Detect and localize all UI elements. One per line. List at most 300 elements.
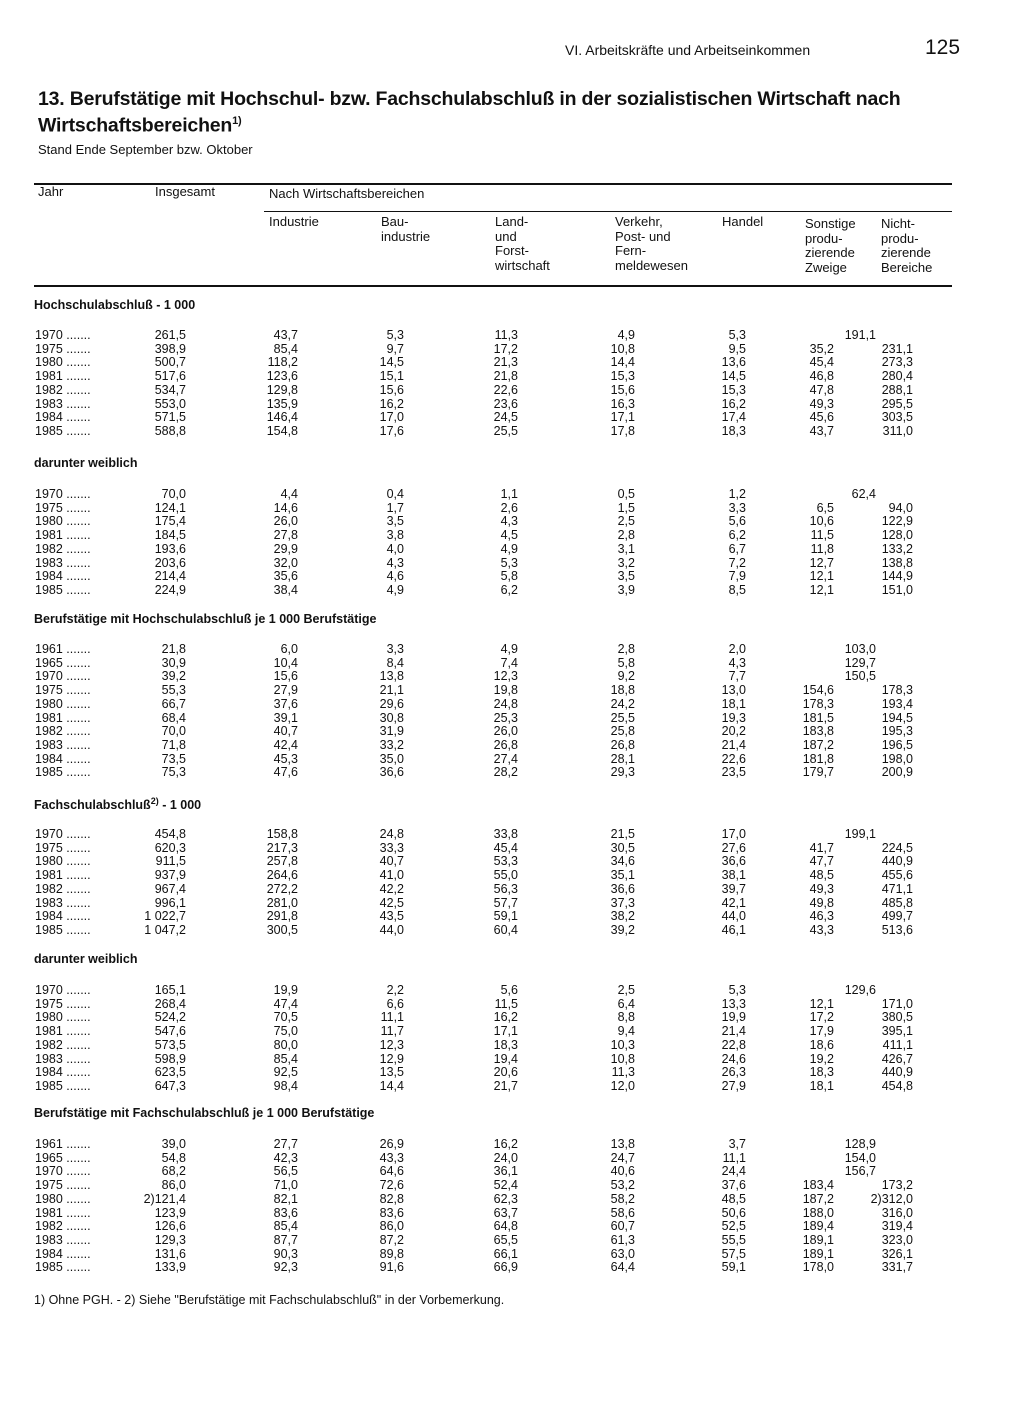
cell-bauindustrie: 3,3 [386, 642, 404, 656]
cell-insgesamt: 165,1 [154, 983, 186, 997]
cell-sonstige: 47,7 [809, 854, 834, 869]
cell-verkehr: 3,9 [617, 582, 635, 597]
cell-land-forst: 27,4 [493, 751, 518, 766]
cell-handel: 15,3 [721, 382, 746, 397]
table-row [0, 1206, 1024, 1220]
cell-year [35, 514, 91, 528]
cell-nichtproduzierende: 133,2 [881, 541, 913, 556]
cell-verkehr: 30,5 [610, 840, 635, 855]
cell-verkehr: 16,3 [610, 396, 635, 411]
cell-verkehr: 53,2 [610, 1178, 635, 1193]
cell-land-forst: 24,0 [493, 1150, 518, 1165]
leader-dots: ....... [66, 751, 91, 766]
table-row [0, 841, 1024, 855]
cell-sonstige: 6,5 [816, 500, 834, 515]
cell-insgesamt: 86,0 [161, 1178, 186, 1193]
cell-insgesamt: 70,0 [161, 724, 186, 739]
cell-bauindustrie: 8,4 [386, 655, 404, 670]
leader-dots: ....... [66, 514, 91, 529]
cell-land-forst: 16,2 [493, 1137, 518, 1151]
cell-handel: 6,2 [728, 528, 746, 543]
cell-land-forst: 60,4 [493, 922, 518, 937]
cell-industrie: 98,4 [273, 1078, 298, 1093]
cell-sonstige: 35,2 [809, 341, 834, 356]
cell-sonstige-und-nichtproduzierende: 103,0 [844, 642, 876, 656]
cell-handel: 18,1 [721, 696, 746, 711]
cell-sonstige: 181,8 [802, 751, 834, 766]
cell-land-forst: 36,1 [493, 1164, 518, 1179]
col-header-bau [381, 215, 430, 244]
cell-sonstige: 47,8 [809, 382, 834, 397]
cell-land-forst: 65,5 [493, 1232, 518, 1247]
cell-verkehr: 24,2 [610, 696, 635, 711]
cell-insgesamt: 647,3 [154, 1078, 186, 1093]
cell-land-forst: 6,2 [500, 582, 518, 597]
leader-dots: ....... [66, 1164, 91, 1179]
cell-handel: 7,2 [728, 555, 746, 570]
cell-industrie: 257,8 [266, 854, 298, 869]
cell-year [35, 854, 91, 868]
cell-nichtproduzierende: 195,3 [881, 724, 913, 739]
col-header-verkehr-line: Fern- [615, 243, 647, 258]
cell-verkehr: 37,3 [610, 895, 635, 910]
table-row [0, 424, 1024, 438]
year-value: 1970 [35, 827, 63, 841]
leader-dots: ....... [66, 724, 91, 739]
cell-land-forst: 16,2 [493, 1010, 518, 1025]
cell-verkehr: 3,1 [617, 541, 635, 556]
cell-year [35, 1233, 91, 1247]
cell-bauindustrie: 13,8 [379, 669, 404, 684]
cell-year [35, 697, 91, 711]
leader-dots: ....... [66, 355, 91, 370]
cell-land-forst: 24,5 [493, 410, 518, 425]
leader-dots: ....... [66, 1246, 91, 1261]
cell-year [35, 1192, 91, 1206]
leader-dots: ....... [66, 328, 91, 342]
leader-dots: ....... [66, 895, 91, 910]
cell-land-forst: 18,3 [493, 1037, 518, 1052]
cell-handel: 17,4 [721, 410, 746, 425]
leader-dots: ....... [66, 1010, 91, 1025]
cell-industrie: 35,6 [273, 569, 298, 584]
cell-insgesamt: 598,9 [154, 1051, 186, 1066]
cell-land-forst: 4,3 [500, 514, 518, 529]
cell-nichtproduzierende: 2)312,0 [870, 1191, 913, 1206]
cell-industrie: 82,1 [273, 1191, 298, 1206]
leader-dots: ....... [66, 582, 91, 597]
table-row [0, 642, 1024, 656]
cell-industrie: 129,8 [266, 382, 298, 397]
cell-verkehr: 18,8 [610, 683, 635, 698]
cell-nichtproduzierende: 280,4 [881, 369, 913, 384]
leader-dots: ....... [66, 868, 91, 883]
cell-verkehr: 2,5 [617, 983, 635, 997]
table-row [0, 711, 1024, 725]
cell-sonstige: 48,5 [809, 868, 834, 883]
cell-handel: 13,0 [721, 683, 746, 698]
table-row [0, 397, 1024, 411]
table-row [0, 514, 1024, 528]
cell-sonstige-und-nichtproduzierende: 62,4 [851, 487, 876, 501]
year-value: 1981 [35, 528, 63, 543]
year-value: 1982 [35, 1037, 63, 1052]
cell-industrie: 47,6 [273, 765, 298, 780]
cell-verkehr: 63,0 [610, 1246, 635, 1261]
year-value: 1961 [35, 642, 63, 656]
cell-year [35, 1178, 91, 1192]
leader-dots: ....... [66, 1260, 91, 1275]
cell-handel: 3,7 [728, 1137, 746, 1151]
col-header-land-line: und [495, 228, 517, 244]
col-header-bau-line: industrie [381, 228, 431, 244]
leader-dots: ....... [66, 765, 91, 780]
cell-bauindustrie: 21,1 [379, 683, 404, 698]
year-value: 1980 [35, 355, 63, 370]
table-title-text: 13. Berufstätige mit Hochschul- bzw. Fachschulabschluß in der sozialistischen Wirtschaft nach Wirtschaftsbereichen [38, 88, 901, 137]
cell-bauindustrie: 24,8 [379, 827, 404, 841]
header-bottom-rule [34, 285, 952, 287]
cell-nichtproduzierende: 316,0 [881, 1205, 913, 1220]
cell-verkehr: 21,5 [610, 827, 635, 841]
cell-verkehr: 25,5 [610, 710, 635, 725]
cell-verkehr: 2,8 [617, 528, 635, 543]
col-header-nicht-line: zierende [881, 245, 931, 260]
section-heading [34, 952, 138, 966]
cell-insgesamt: 124,1 [154, 500, 186, 515]
cell-insgesamt: 517,6 [154, 369, 186, 384]
table-row [0, 765, 1024, 779]
cell-handel: 22,8 [721, 1037, 746, 1052]
cell-year [35, 410, 91, 424]
cell-bauindustrie: 40,7 [379, 854, 404, 869]
cell-insgesamt: 553,0 [154, 396, 186, 411]
section-heading-text: darunter weiblich [34, 456, 138, 470]
cell-industrie: 83,6 [273, 1205, 298, 1220]
leader-dots: ....... [66, 1178, 91, 1193]
cell-handel: 17,0 [721, 827, 746, 841]
cell-insgesamt: 68,2 [161, 1164, 186, 1179]
cell-verkehr: 14,4 [610, 355, 635, 370]
cell-bauindustrie: 1,7 [386, 500, 404, 515]
cell-sonstige-und-nichtproduzierende: 191,1 [844, 328, 876, 342]
cell-insgesamt: 2)121,4 [143, 1191, 186, 1206]
year-value: 1984 [35, 909, 63, 924]
cell-bauindustrie: 35,0 [379, 751, 404, 766]
cell-insgesamt: 30,9 [161, 655, 186, 670]
cell-industrie: 32,0 [273, 555, 298, 570]
cell-verkehr: 13,8 [610, 1137, 635, 1151]
cell-sonstige: 11,8 [810, 541, 834, 556]
cell-year [35, 355, 91, 369]
col-header-handel: Handel [722, 214, 764, 229]
leader-dots: ....... [66, 983, 91, 997]
cell-year [35, 1151, 91, 1165]
cell-industrie: 85,4 [273, 1219, 298, 1234]
cell-handel: 3,3 [728, 500, 746, 515]
table-row [0, 1233, 1024, 1247]
cell-bauindustrie: 3,5 [386, 514, 404, 529]
cell-land-forst: 25,5 [493, 423, 518, 438]
year-value: 1984 [35, 410, 63, 425]
cell-nichtproduzierende: 224,5 [881, 840, 913, 855]
leader-dots: ....... [66, 996, 91, 1011]
leader-dots: ....... [66, 1205, 91, 1220]
table-row [0, 410, 1024, 424]
year-value: 1982 [35, 881, 63, 896]
year-value: 1975 [35, 1178, 63, 1193]
cell-year [35, 1260, 91, 1274]
cell-insgesamt: 39,0 [161, 1137, 186, 1151]
cell-sonstige: 46,8 [809, 369, 834, 384]
leader-dots: ....... [66, 737, 91, 752]
cell-insgesamt: 588,8 [154, 423, 186, 438]
cell-verkehr: 26,8 [610, 737, 635, 752]
cell-year [35, 752, 91, 766]
cell-nichtproduzierende: 331,7 [881, 1260, 913, 1275]
cell-sonstige: 179,7 [802, 765, 834, 780]
cell-handel: 1,2 [728, 487, 746, 501]
cell-bauindustrie: 5,3 [386, 328, 404, 342]
year-value: 1980 [35, 696, 63, 711]
cell-insgesamt: 937,9 [154, 868, 186, 883]
cell-nichtproduzierende: 173,2 [881, 1178, 913, 1193]
cell-insgesamt: 623,5 [154, 1065, 186, 1080]
cell-land-forst: 23,6 [493, 396, 518, 411]
table-row [0, 1247, 1024, 1261]
cell-bauindustrie: 36,6 [379, 765, 404, 780]
col-header-verkehr-line: Post- und [615, 228, 671, 244]
cell-insgesamt: 71,8 [161, 737, 186, 752]
cell-sonstige-und-nichtproduzierende: 129,7 [844, 655, 876, 670]
year-value: 1970 [35, 983, 63, 997]
section-heading [34, 456, 138, 470]
leader-dots: ....... [66, 1191, 91, 1206]
cell-year [35, 765, 91, 779]
cell-sonstige: 181,5 [802, 710, 834, 725]
section-heading [34, 612, 376, 626]
cell-insgesamt: 261,5 [154, 328, 186, 342]
leader-dots: ....... [66, 423, 91, 438]
year-value: 1984 [35, 1065, 63, 1080]
cell-industrie: 146,4 [266, 410, 298, 425]
cell-sonstige: 187,2 [802, 1191, 834, 1206]
cell-land-forst: 28,2 [493, 765, 518, 780]
cell-nichtproduzierende: 380,5 [881, 1010, 913, 1025]
cell-verkehr: 10,3 [610, 1037, 635, 1052]
cell-industrie: 45,3 [273, 751, 298, 766]
cell-insgesamt: 1 047,2 [144, 922, 186, 937]
leader-dots: ....... [66, 1024, 91, 1039]
table-subtitle: Stand Ende September bzw. Oktober [38, 142, 253, 157]
cell-land-forst: 2,6 [500, 500, 518, 515]
col-header-nicht [881, 217, 932, 275]
cell-verkehr: 25,8 [610, 724, 635, 739]
cell-sonstige-und-nichtproduzierende: 129,6 [844, 983, 876, 997]
cell-bauindustrie: 64,6 [379, 1164, 404, 1179]
cell-bauindustrie: 4,9 [386, 582, 404, 597]
cell-land-forst: 53,3 [493, 854, 518, 869]
cell-land-forst: 33,8 [493, 827, 518, 841]
cell-land-forst: 45,4 [493, 840, 518, 855]
cell-sonstige: 189,4 [802, 1219, 834, 1234]
cell-sonstige: 12,1 [809, 582, 834, 597]
col-header-nicht-line: produ- [881, 230, 919, 246]
cell-sonstige: 49,3 [809, 396, 834, 411]
cell-sonstige: 49,3 [809, 881, 834, 896]
cell-handel: 37,6 [721, 1178, 746, 1193]
cell-verkehr: 0,5 [617, 487, 635, 501]
cell-handel: 21,4 [721, 737, 746, 752]
table-row [0, 1038, 1024, 1052]
cell-verkehr: 10,8 [610, 1051, 635, 1066]
cell-verkehr: 15,3 [610, 369, 635, 384]
cell-industrie: 27,7 [273, 1137, 298, 1151]
cell-year [35, 997, 91, 1011]
cell-sonstige: 17,9 [809, 1024, 834, 1039]
year-value: 1982 [35, 724, 63, 739]
cell-industrie: 92,5 [273, 1065, 298, 1080]
cell-sonstige: 18,1 [809, 1078, 834, 1093]
cell-bauindustrie: 4,6 [386, 569, 404, 584]
cell-industrie: 40,7 [273, 724, 298, 739]
year-value: 1981 [35, 710, 63, 725]
cell-land-forst: 26,0 [493, 724, 518, 739]
cell-handel: 27,9 [721, 1078, 746, 1093]
cell-insgesamt: 39,2 [161, 669, 186, 684]
cell-insgesamt: 193,6 [154, 541, 186, 556]
cell-industrie: 38,4 [273, 582, 298, 597]
col-header-sonstige-line: zierende [805, 245, 855, 260]
cell-land-forst: 4,9 [500, 541, 518, 556]
cell-land-forst: 5,6 [500, 983, 518, 997]
cell-sonstige: 11,5 [810, 528, 834, 543]
cell-bauindustrie: 2,2 [386, 983, 404, 997]
col-header-land-line: Forst- [495, 243, 529, 258]
cell-year [35, 711, 91, 725]
cell-verkehr: 5,8 [617, 655, 635, 670]
cell-nichtproduzierende: 122,9 [881, 514, 913, 529]
section-heading [34, 298, 195, 312]
cell-industrie: 272,2 [266, 881, 298, 896]
cell-insgesamt: 500,7 [154, 355, 186, 370]
cell-insgesamt: 967,4 [154, 881, 186, 896]
table-row [0, 896, 1024, 910]
col-header-sonstige-line: produ- [805, 230, 843, 246]
table-row [0, 909, 1024, 923]
cell-year [35, 569, 91, 583]
year-value: 1980 [35, 1191, 63, 1206]
cell-verkehr: 58,2 [610, 1191, 635, 1206]
col-header-group: Nach Wirtschaftsbereichen [269, 186, 425, 201]
cell-industrie: 10,4 [273, 655, 298, 670]
cell-insgesamt: 66,7 [161, 696, 186, 711]
cell-nichtproduzierende: 231,1 [881, 341, 913, 356]
cell-handel: 16,2 [721, 396, 746, 411]
year-value: 1982 [35, 382, 63, 397]
year-value: 1975 [35, 996, 63, 1011]
section-heading [34, 796, 201, 812]
cell-year [35, 1038, 91, 1052]
cell-industrie: 87,7 [273, 1232, 298, 1247]
year-value: 1970 [35, 328, 63, 342]
cell-industrie: 300,5 [266, 922, 298, 937]
table-row [0, 556, 1024, 570]
cell-handel: 11,1 [722, 1150, 746, 1165]
cell-year [35, 738, 91, 752]
table-row [0, 683, 1024, 697]
leader-dots: ....... [66, 1232, 91, 1247]
year-value: 1984 [35, 569, 63, 584]
cell-year [35, 1247, 91, 1261]
cell-nichtproduzierende: 326,1 [881, 1246, 913, 1261]
table-row [0, 1192, 1024, 1206]
cell-insgesamt: 454,8 [154, 827, 186, 841]
section-heading-footnote-marker: 2) [150, 796, 159, 806]
cell-sonstige: 188,0 [802, 1205, 834, 1220]
cell-nichtproduzierende: 499,7 [881, 909, 913, 924]
cell-verkehr: 58,6 [610, 1205, 635, 1220]
cell-bauindustrie: 89,8 [379, 1246, 404, 1261]
cell-verkehr: 9,2 [617, 669, 635, 684]
section-heading-text: darunter weiblich [34, 952, 138, 966]
cell-land-forst: 12,3 [493, 669, 518, 684]
group-rule [264, 211, 952, 212]
cell-year [35, 501, 91, 515]
cell-verkehr: 64,4 [610, 1260, 635, 1275]
cell-nichtproduzierende: 395,1 [881, 1024, 913, 1039]
cell-year [35, 1052, 91, 1066]
cell-handel: 7,9 [728, 569, 746, 584]
cell-handel: 23,5 [721, 765, 746, 780]
cell-bauindustrie: 9,7 [386, 341, 404, 356]
cell-nichtproduzierende: 426,7 [881, 1051, 913, 1066]
cell-verkehr: 2,5 [617, 514, 635, 529]
cell-handel: 20,2 [721, 724, 746, 739]
cell-industrie: 15,6 [273, 669, 298, 684]
cell-nichtproduzierende: 151,0 [881, 582, 913, 597]
cell-handel: 57,5 [721, 1246, 746, 1261]
cell-industrie: 123,6 [266, 369, 298, 384]
cell-bauindustrie: 14,4 [379, 1078, 404, 1093]
cell-bauindustrie: 31,9 [379, 724, 404, 739]
year-value: 1982 [35, 541, 63, 556]
table-row [0, 827, 1024, 841]
table-row [0, 369, 1024, 383]
leader-dots: ....... [66, 500, 91, 515]
cell-land-forst: 62,3 [493, 1191, 518, 1206]
year-value: 1975 [35, 341, 63, 356]
cell-nichtproduzierende: 94,0 [888, 500, 913, 515]
section-heading-text: Fachschulabschluß [34, 798, 151, 813]
cell-handel: 48,5 [721, 1191, 746, 1206]
table-row [0, 583, 1024, 597]
cell-year [35, 583, 91, 597]
cell-handel: 59,1 [721, 1260, 746, 1275]
col-header-verkehr [615, 215, 688, 273]
table-row [0, 1151, 1024, 1165]
cell-sonstige-und-nichtproduzierende: 128,9 [844, 1137, 876, 1151]
cell-industrie: 92,3 [273, 1260, 298, 1275]
cell-industrie: 29,9 [273, 541, 298, 556]
cell-sonstige: 46,3 [809, 909, 834, 924]
cell-insgesamt: 571,5 [154, 410, 186, 425]
cell-bauindustrie: 44,0 [379, 922, 404, 937]
table-row [0, 724, 1024, 738]
table-row [0, 752, 1024, 766]
cell-insgesamt: 126,6 [154, 1219, 186, 1234]
cell-industrie: 37,6 [273, 696, 298, 711]
